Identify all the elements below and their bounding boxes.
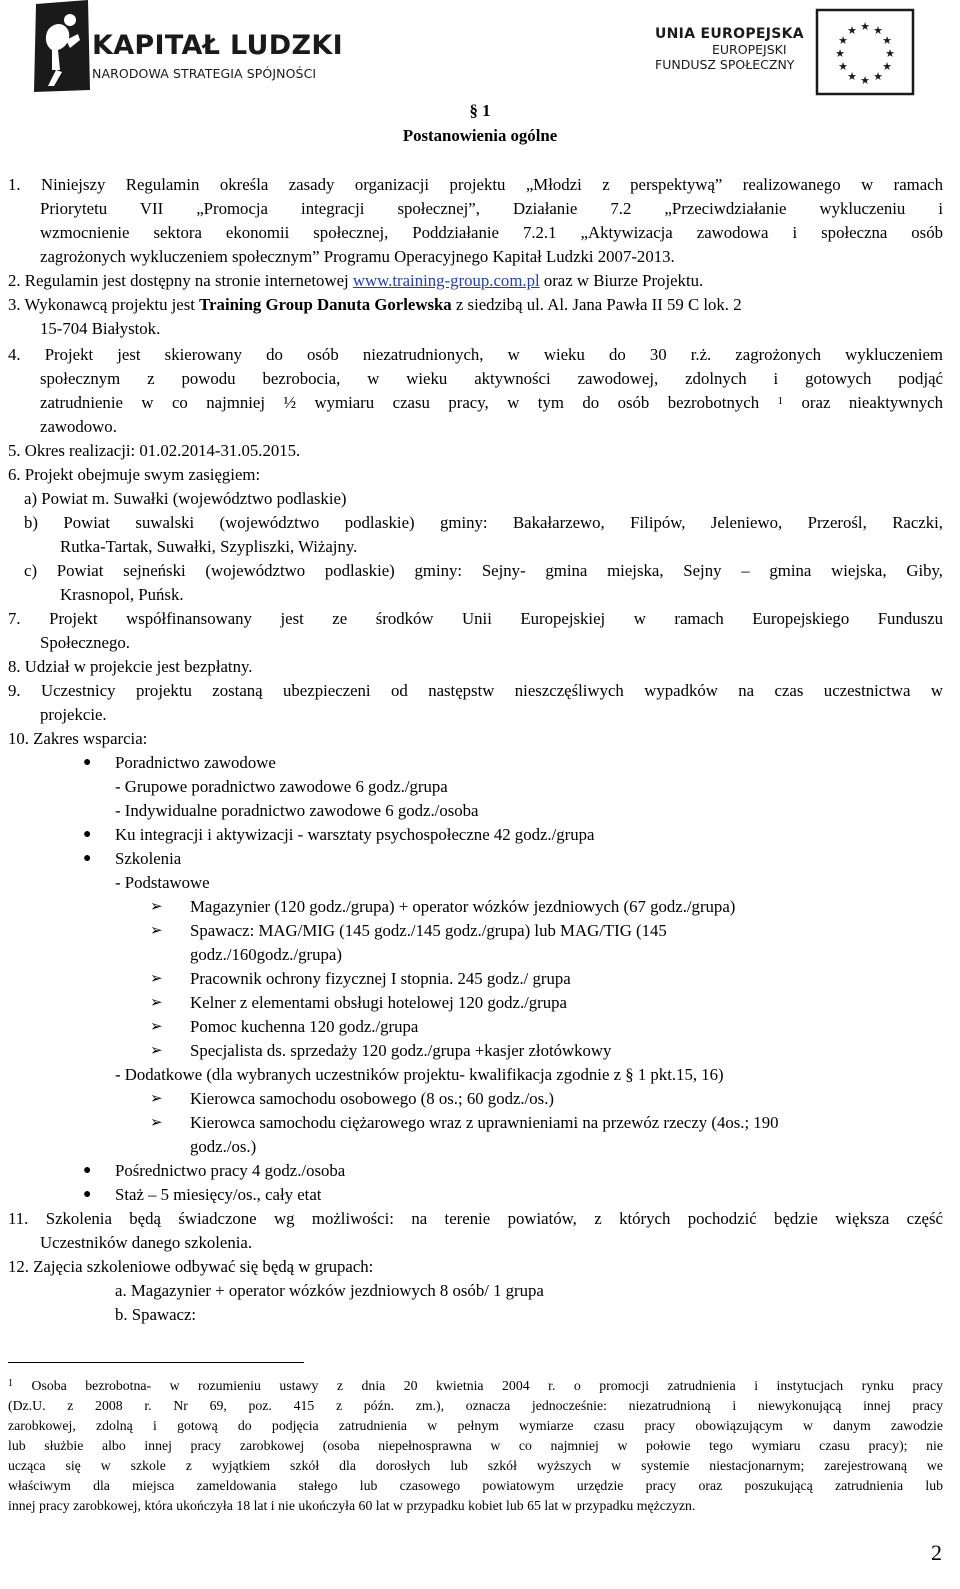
bullet-icon: ● <box>83 827 92 842</box>
training-kitchen-help: Pomoc kuchenna 120 godz./grupa <box>190 1017 419 1036</box>
training-welder-line-1: Spawacz: MAG/MIG (145 godz./145 godz./grupa) lub MAG/TIG (145 <box>190 921 667 940</box>
svg-text:★: ★ <box>882 60 892 73</box>
section-title: Postanowienia ogólne <box>402 126 558 145</box>
paragraph-6: 6. Projekt obejmuje swym zasięgiem: <box>8 465 261 484</box>
arrow-bullet-icon: ➢ <box>150 1019 163 1035</box>
footnote-ref-1: 1 <box>777 395 784 407</box>
svg-text:★: ★ <box>838 60 848 73</box>
eu-fund-label-2: FUNDUSZ SPOŁECZNY <box>655 57 795 72</box>
bullet-icon: ● <box>83 851 92 866</box>
footnote-line-5: ucząca się w szkole z wyjątkiem szkół dla dorosłych lub szkół wyższych w systemie niestacjonarnym; zarejestrowaną we <box>8 1458 943 1473</box>
paragraph-3-tail: z siedzibą ul. Al. Jana Pawła II 59 C lok. 2 <box>451 295 742 314</box>
paragraph-11-line-1: 11. Szkolenia będą świadczone wg możliwości: na terenie powiatów, z których pochodzić będzie większa część <box>8 1209 943 1228</box>
paragraph-9-line-2: projekcie. <box>40 705 107 724</box>
bullet-icon: ● <box>83 1187 92 1202</box>
paragraph-4-line-3 <box>40 392 943 414</box>
paragraph-3-line-2: 15-704 Białystok. <box>40 319 161 338</box>
training-car-driver: Kierowca samochodu osobowego (8 os.; 60 godz./os.) <box>190 1089 554 1108</box>
paragraph-3 <box>8 294 742 316</box>
arrow-bullet-icon: ➢ <box>150 1115 163 1131</box>
svg-text:★: ★ <box>882 34 892 47</box>
bullet-internship: Staż – 5 miesięcy/os., cały etat <box>115 1185 322 1204</box>
bullet-icon: ● <box>83 755 92 770</box>
trainings-additional-label: - Dodatkowe (dla wybranych uczestników projektu- kwalifikacja zgodnie z § 1 pkt.15, 16) <box>115 1065 724 1084</box>
trainings-basic-label: - Podstawowe <box>115 873 210 892</box>
footnote-marker: 1 <box>8 1378 13 1389</box>
footnote-line-1 <box>8 1376 943 1396</box>
svg-text:★: ★ <box>873 70 883 83</box>
paragraph-4-line-3-tail: oraz nieaktywnych <box>783 393 943 412</box>
eu-union-label: UNIA EUROPEJSKA <box>655 26 804 42</box>
eu-text-block <box>655 26 825 72</box>
paragraph-2-text: 2. Regulamin jest dostępny na stronie internetowej <box>8 271 353 290</box>
footnote-line-7: innej pracy zarobkowej, która ukończyła 18 lat i nie ukończyła 60 lat w przypadku kobiet lub 65 lat w przypadku mężczyzn. <box>8 1498 696 1513</box>
paragraph-7-line-2: Społecznego. <box>40 633 130 652</box>
training-sales: Specjalista ds. sprzedaży 120 godz./grupa +kasjer złotówkowy <box>190 1041 612 1060</box>
training-truck-driver-line-1: Kierowca samochodu ciężarowego wraz z uprawnieniami na przewóz rzeczy (4os.; 190 <box>190 1113 779 1132</box>
training-welder-line-2: godz./160godz./grupa) <box>190 945 342 964</box>
svg-text:★: ★ <box>847 70 857 83</box>
paragraph-9-line-1: 9. Uczestnicy projektu zostaną ubezpieczeni od następstw nieszczęśliwych wypadków na czas uczestnictwa w <box>8 681 943 700</box>
paragraph-4-line-2: społecznym z powodu bezrobocia, w wieku aktywności zawodowej, zdolnych i gotowych podjąć <box>40 369 943 388</box>
bullet-counseling-individual: - Indywidualne poradnictwo zawodowe 6 godz./osoba <box>115 801 479 820</box>
footnote-line-2: (Dz.U. z 2008 r. Nr 69, poz. 415 z późn. zm.), oznacza jednocześnie: niezatrudnioną i niewykonującą innej pracy <box>8 1398 943 1413</box>
bullet-job-placement: Pośrednictwo pracy 4 godz./osoba <box>115 1161 346 1180</box>
training-group-link[interactable]: www.training-group.com.pl <box>352 271 540 290</box>
paragraph-6-item-b-line-2: Rutka-Tartak, Suwałki, Szypliszki, Wiżajny. <box>60 537 358 556</box>
training-truck-driver-line-2: godz./os.) <box>190 1137 257 1156</box>
training-warehouse: Magazynier (120 godz./grupa) + operator wózków jezdniowych (67 godz./grupa) <box>190 897 736 916</box>
paragraph-6-item-c-line-1: c) Powiat sejneński (województwo podlaskie) gminy: Sejny- gmina miejska, Sejny – gmina wiejska, Giby, <box>24 561 943 580</box>
paragraph-1-line-4: zagrożonych wykluczeniem społecznym” Programu Operacyjnego Kapitał Ludzki 2007-2013. <box>40 247 675 266</box>
svg-text:★: ★ <box>838 34 848 47</box>
arrow-bullet-icon: ➢ <box>150 971 163 987</box>
kapital-ludzki-subtitle: NARODOWA STRATEGIA SPÓJNOŚCI <box>92 66 317 81</box>
bullet-integration: Ku integracji i aktywizacji - warsztaty psychospołeczne 42 godz./grupa <box>115 825 595 844</box>
eu-flag-icon <box>815 8 915 96</box>
paragraph-3-text: 3. Wykonawcą projektu jest <box>8 295 200 314</box>
paragraph-1-line-1: 1. Niniejszy Regulamin określa zasady organizacji projektu „Młodzi z perspektywą” realizowanego w ramach <box>8 175 943 194</box>
paragraph-10: 10. Zakres wsparcia: <box>8 729 148 748</box>
arrow-bullet-icon: ➢ <box>150 1043 163 1059</box>
paragraph-6-item-c-line-2: Krasnopol, Puńsk. <box>60 585 184 604</box>
bullet-icon: ● <box>83 1163 92 1178</box>
svg-text:★: ★ <box>885 47 895 60</box>
kapital-ludzki-title: KAPITAŁ LUDZKI <box>92 30 343 61</box>
arrow-bullet-icon: ➢ <box>150 995 163 1011</box>
paragraph-1-line-2: Priorytetu VII „Promocja integracji społecznej”, Działanie 7.2 „Przeciwdziałanie wykluczeniu i <box>40 199 943 218</box>
paragraph-5: 5. Okres realizacji: 01.02.2014-31.05.2015. <box>8 441 301 460</box>
bullet-counseling: Poradnictwo zawodowe <box>115 753 276 772</box>
page-number: 2 <box>931 1540 942 1565</box>
svg-text:★: ★ <box>847 24 857 37</box>
paragraph-2 <box>8 270 703 292</box>
training-security: Pracownik ochrony fizycznej I stopnia. 245 godz./ grupa <box>190 969 571 988</box>
paragraph-6-item-b-line-1: b) Powiat suwalski (województwo podlaskie) gminy: Bakałarzewo, Filipów, Jeleniewo, Przerośl, Raczki, <box>24 513 943 532</box>
paragraph-6-item-a: a) Powiat m. Suwałki (województwo podlaskie) <box>24 489 347 508</box>
paragraph-4-line-4: zawodowo. <box>40 417 117 436</box>
page-header <box>0 0 960 100</box>
footnote-line-4: lub służbie albo innej pracy zarobkowej (osoba niepełnosprawna w co najmniej w połowie tego wymiaru czasu pracy); nie <box>8 1438 943 1453</box>
paragraph-2-tail: oraz w Biurze Projektu. <box>539 271 704 290</box>
kapital-ludzki-emblem-icon <box>30 0 92 92</box>
contractor-name: Training Group Danuta Gorlewska <box>199 295 452 314</box>
arrow-bullet-icon: ➢ <box>150 1091 163 1107</box>
paragraph-12-item-a: a. Magazynier + operator wózków jezdniowych 8 osób/ 1 grupa <box>115 1281 544 1300</box>
paragraph-4-line-1: 4. Projekt jest skierowany do osób niezatrudnionych, w wieku do 30 r.ż. zagrożonych wykluczeniem <box>8 345 943 364</box>
bullet-counseling-group: - Grupowe poradnictwo zawodowe 6 godz./grupa <box>115 777 448 796</box>
paragraph-7-line-1: 7. Projekt współfinansowany jest ze środków Unii Europejskiej w ramach Europejskiego Funduszu <box>8 609 943 628</box>
paragraph-12-item-b: b. Spawacz: <box>115 1305 197 1324</box>
footnote-separator <box>8 1362 304 1363</box>
eu-fund-label-1: EUROPEJSKI <box>712 42 787 57</box>
paragraph-11-line-2: Uczestników danego szkolenia. <box>40 1233 253 1252</box>
bullet-trainings: Szkolenia <box>115 849 182 868</box>
paragraph-8: 8. Udział w projekcie jest bezpłatny. <box>8 657 253 676</box>
paragraph-4-line-3-text: zatrudnienie w co najmniej ½ wymiaru czasu pracy, w tym do osób bezrobotnych <box>40 393 778 412</box>
arrow-bullet-icon: ➢ <box>150 899 163 915</box>
paragraph-12: 12. Zajęcia szkoleniowe odbywać się będą w grupach: <box>8 1257 374 1276</box>
footnote-line-6: właściwym dla miejsca zameldowania stałego lub czasowego powiatowym urzędzie pracy oraz poszukującą zatrudnienia lub <box>8 1478 943 1493</box>
paragraph-1-line-3: wzmocnienie sektora ekonomii społecznej, Poddziałanie 7.2.1 „Aktywizacja zawodowa i społeczna osób <box>40 223 943 242</box>
svg-text:★: ★ <box>873 24 883 37</box>
training-waiter: Kelner z elementami obsługi hotelowej 120 godz./grupa <box>190 993 568 1012</box>
svg-text:★: ★ <box>860 20 870 33</box>
section-number: § 1 <box>469 101 491 120</box>
footnote-line-3: zarobkowej, zdolną i gotową do podjęcia zatrudnienia w pełnym wymiarze czasu pracy obowiązującym w danym zawodzie <box>8 1418 943 1433</box>
footnote-line-1-text: Osoba bezrobotna- w rozumieniu ustawy z dnia 20 kwietnia 2004 r. o promocji zatrudnienia i instytucjach rynku pracy <box>31 1378 943 1393</box>
svg-text:★: ★ <box>835 47 845 60</box>
svg-text:★: ★ <box>860 74 870 87</box>
arrow-bullet-icon: ➢ <box>150 923 163 939</box>
